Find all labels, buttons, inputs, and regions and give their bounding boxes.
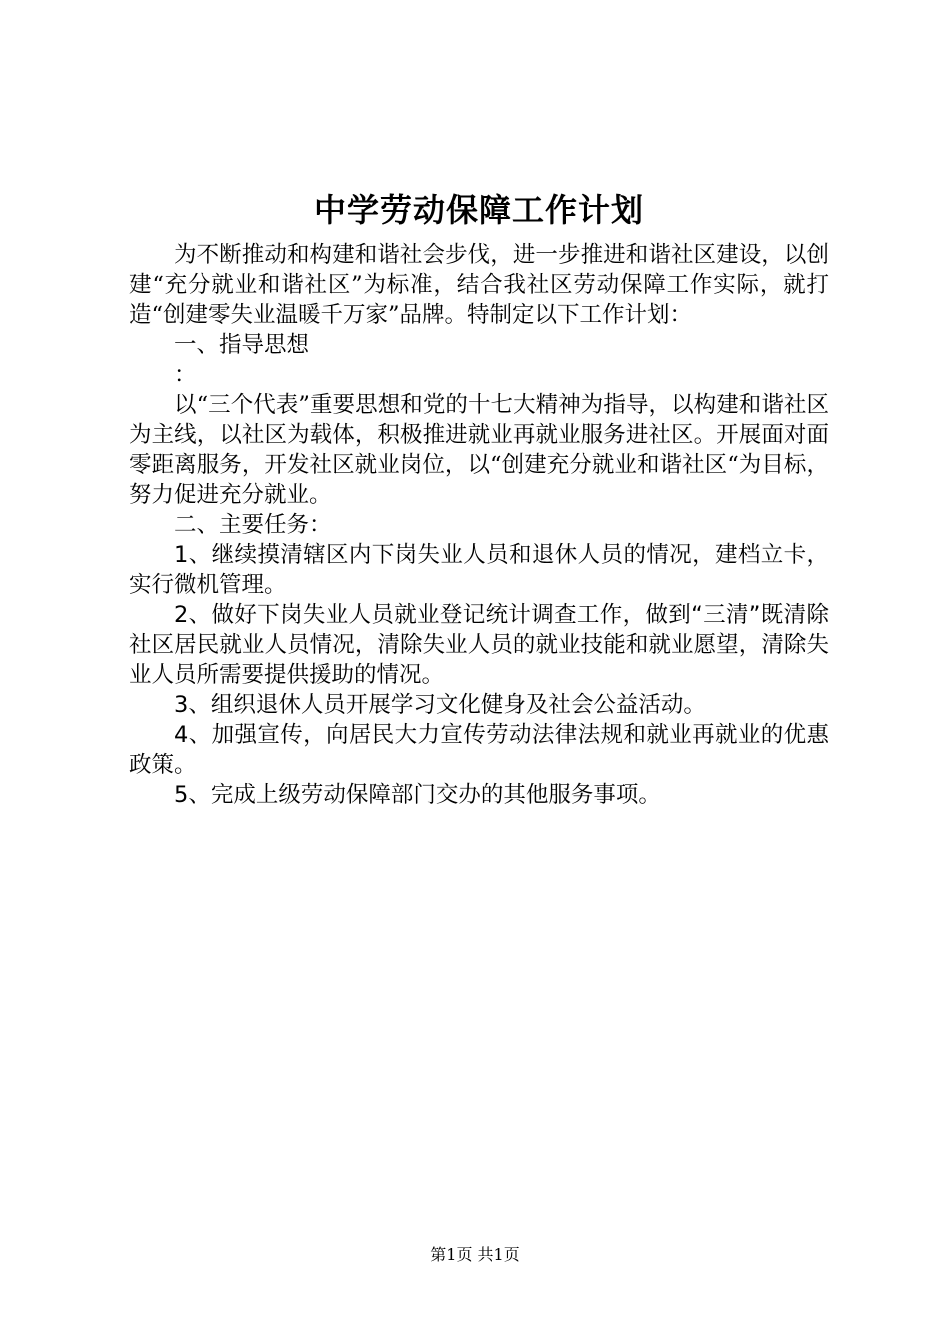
section-heading-guiding-thought: 一、指导思想	[174, 332, 310, 358]
intro-paragraph: 为不断推动和构建和谐社会步伐，进一步推进和谐社区建设，以创建“充分就业和谐社区”为标准，结合我社区劳动保障工作实际，就打造“创建零失业温暖千万家”品牌。特制定以下工作计划：	[129, 242, 829, 328]
heading-colon: ：	[174, 362, 197, 388]
page-footer: 第1页 共1页	[430, 1245, 520, 1264]
document-title: 中学劳动保障工作计划	[313, 191, 644, 229]
task-item-4: 4、加强宣传，向居民大力宣传劳动法律法规和就业再就业的优惠政策。	[129, 722, 829, 778]
task-item-3: 3、组织退休人员开展学习文化健身及社会公益活动。	[174, 692, 706, 718]
document-page	[129, 180, 829, 810]
section-heading-main-tasks: 二、主要任务：	[174, 512, 332, 538]
task-item-1: 1、继续摸清辖区内下岗失业人员和退休人员的情况，建档立卡，实行微机管理。	[129, 542, 829, 598]
task-item-2: 2、做好下岗失业人员就业登记统计调查工作，做到“三清”既清除社区居民就业人员情况，清除失业人员的就业技能和就业愿望，清除失业人员所需要提供援助的情况。	[129, 602, 829, 688]
task-item-5: 5、完成上级劳动保障部门交办的其他服务事项。	[174, 782, 661, 808]
guiding-thought-paragraph: 以“三个代表”重要思想和党的十七大精神为指导，以构建和谐社区为主线，以社区为载体，积极推进就业再就业服务进社区。开展面对面零距离服务，开发社区就业岗位，以“创建充分就业和谐社区“为目标，努力促进充分就业。	[129, 392, 829, 508]
